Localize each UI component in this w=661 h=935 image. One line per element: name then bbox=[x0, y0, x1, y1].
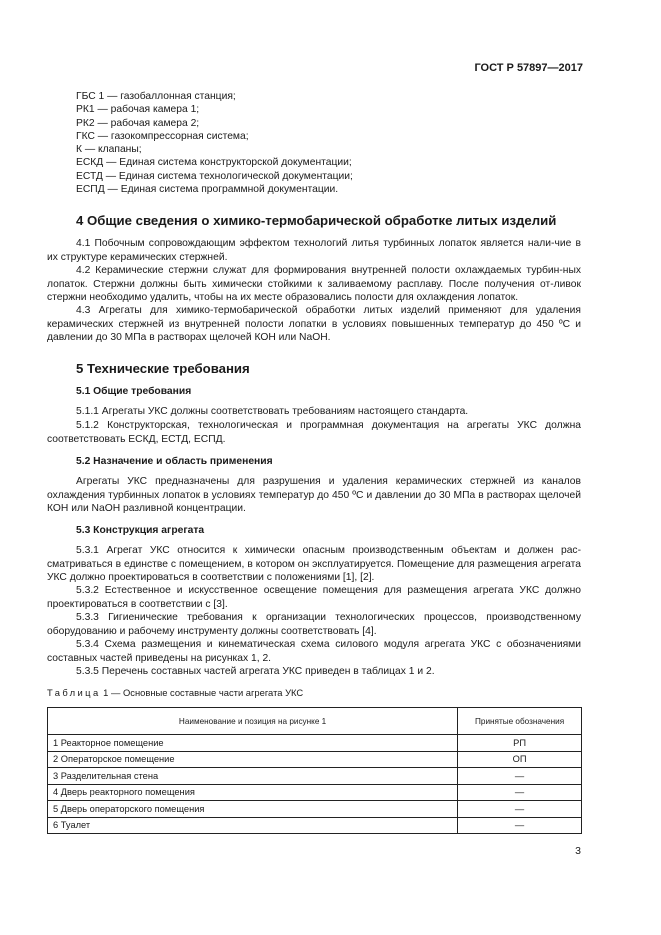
table-cell: 1 Реакторное помещение bbox=[48, 735, 458, 752]
abbreviation-item: ГБС 1 — газобаллонная станция; bbox=[76, 91, 236, 102]
table-cell: 2 Операторское помещение bbox=[48, 751, 458, 768]
table-row bbox=[48, 735, 582, 752]
table-row bbox=[48, 784, 582, 801]
abbreviation-item: РК2 — рабочая камера 2; bbox=[76, 117, 200, 129]
table-caption-label: Таблица bbox=[47, 687, 101, 698]
table-caption-text: 1 — Основные составные части агрегата УКС bbox=[100, 687, 304, 698]
table-1-caption bbox=[47, 687, 303, 698]
paragraph-4-3: 4.3 Агрегаты для химико-термобарической обработки литых изделий применяют для удаления керамических стержней из внутренней полости лопатки в условиях повышенных температур до 450 ºC и давлении до 30 МПа в растворах щелочей КОН или NaOH. bbox=[47, 305, 581, 344]
table-1 bbox=[47, 707, 582, 834]
paragraph-5-1-2: 5.1.2 Конструкторская, технологическая и программная документация на агрегаты УКС должна соответствовать ЕСКД, ЕСТД, ЕСПД. bbox=[47, 420, 581, 445]
abbreviations-list bbox=[76, 90, 353, 196]
section-4-heading: 4 Общие сведения о химико-термобарической обработке литых изделий bbox=[76, 213, 557, 228]
table-cell: — bbox=[458, 817, 582, 834]
subsection-5-2-heading: 5.2 Назначение и область применения bbox=[76, 456, 273, 467]
page-number: 3 bbox=[575, 845, 581, 857]
paragraph-5-3-3: 5.3.3 Гигиенические требования к организации технологических процессов, производственному оборудованию и рабочему инструменту должны соответствовать [4]. bbox=[47, 612, 581, 637]
subsection-5-1-heading: 5.1 Общие требования bbox=[76, 386, 192, 397]
table-cell: 5 Дверь операторского помещения bbox=[48, 801, 458, 818]
abbreviation-item: ГКС — газокомпрессорная система; bbox=[76, 130, 249, 142]
table-cell: РП bbox=[458, 735, 582, 752]
paragraph-5-3-1: 5.3.1 Агрегат УКС относится к химически опасным производственным объектам и должен рас-сматриваться в единстве с помещением, в котором он эксплуатируется. Помещение для размещения агрегата УКС должно проектироваться в соответствии с положениями [1], [2]. bbox=[47, 545, 581, 584]
abbreviation-item: РК1 — рабочая камера 1; bbox=[76, 104, 200, 116]
table-cell: 6 Туалет bbox=[48, 817, 458, 834]
table-cell: — bbox=[458, 768, 582, 785]
paragraph-5-3-2: 5.3.2 Естественное и искусственное освещение помещения для размещения агрегата УКС должно проектироваться в соответствии с [3]. bbox=[47, 585, 581, 610]
paragraph-5-1-1: 5.1.1 Агрегаты УКС должны соответствовать требованиям настоящего стандарта. bbox=[76, 406, 469, 417]
table-cell: 3 Разделительная стена bbox=[48, 768, 458, 785]
paragraph-4-2: 4.2 Керамические стержни служат для формирования внутренней полости охлаждаемых турбин-ных лопаток. Стержни должны быть химически стойкими к заливаемому расплаву. После получения от-ливок стержни необходимо удалить, чтобы на их месте образовались полости для охлаждения лопаток. bbox=[47, 265, 581, 304]
paragraph-5-2: Агрегаты УКС предназначены для разрушения и удаления керамических стержней из каналов охлаждения турбинных лопаток в условиях температур до 450 ºC и давлении до 30 МПа в растворах щелочей КОН или NaOH разливной концентрации. bbox=[47, 476, 581, 515]
table-cell: 4 Дверь реакторного помещения bbox=[48, 784, 458, 801]
table-row bbox=[48, 751, 582, 768]
abbreviation-item: ЕСПД — Единая система программной документации. bbox=[76, 184, 339, 196]
paragraph-5-3-5: 5.3.5 Перечень составных частей агрегата УКС приведен в таблицах 1 и 2. bbox=[76, 666, 435, 677]
table-row bbox=[48, 817, 582, 834]
section-5-heading: 5 Технические требования bbox=[76, 361, 250, 376]
table-header-row bbox=[48, 708, 582, 735]
table-cell: — bbox=[458, 801, 582, 818]
table-cell: — bbox=[458, 784, 582, 801]
abbreviation-item: ЕСКД — Единая система конструкторской документации; bbox=[76, 157, 352, 169]
table-row bbox=[48, 768, 582, 785]
column-header-name: Наименование и позиция на рисунке 1 bbox=[48, 708, 458, 735]
abbreviation-item: К — клапаны; bbox=[76, 144, 142, 156]
table-row bbox=[48, 801, 582, 818]
subsection-5-3-heading: 5.3 Конструкция агрегата bbox=[76, 525, 205, 536]
table-cell: ОП bbox=[458, 751, 582, 768]
column-header-designation: Принятые обозначения bbox=[458, 708, 582, 735]
paragraph-4-1: 4.1 Побочным сопровождающим эффектом технологий литья турбинных лопаток является нали-чие в их структуре керамических стержней. bbox=[47, 238, 581, 263]
paragraph-5-3-4: 5.3.4 Схема размещения и кинематическая схема силового модуля агрегата УКС с обозначениями составных частей приведены на рисунках 1, 2. bbox=[47, 639, 581, 664]
standard-header: ГОСТ Р 57897—2017 bbox=[474, 62, 583, 74]
abbreviation-item: ЕСТД — Единая система технологической документации; bbox=[76, 170, 353, 182]
